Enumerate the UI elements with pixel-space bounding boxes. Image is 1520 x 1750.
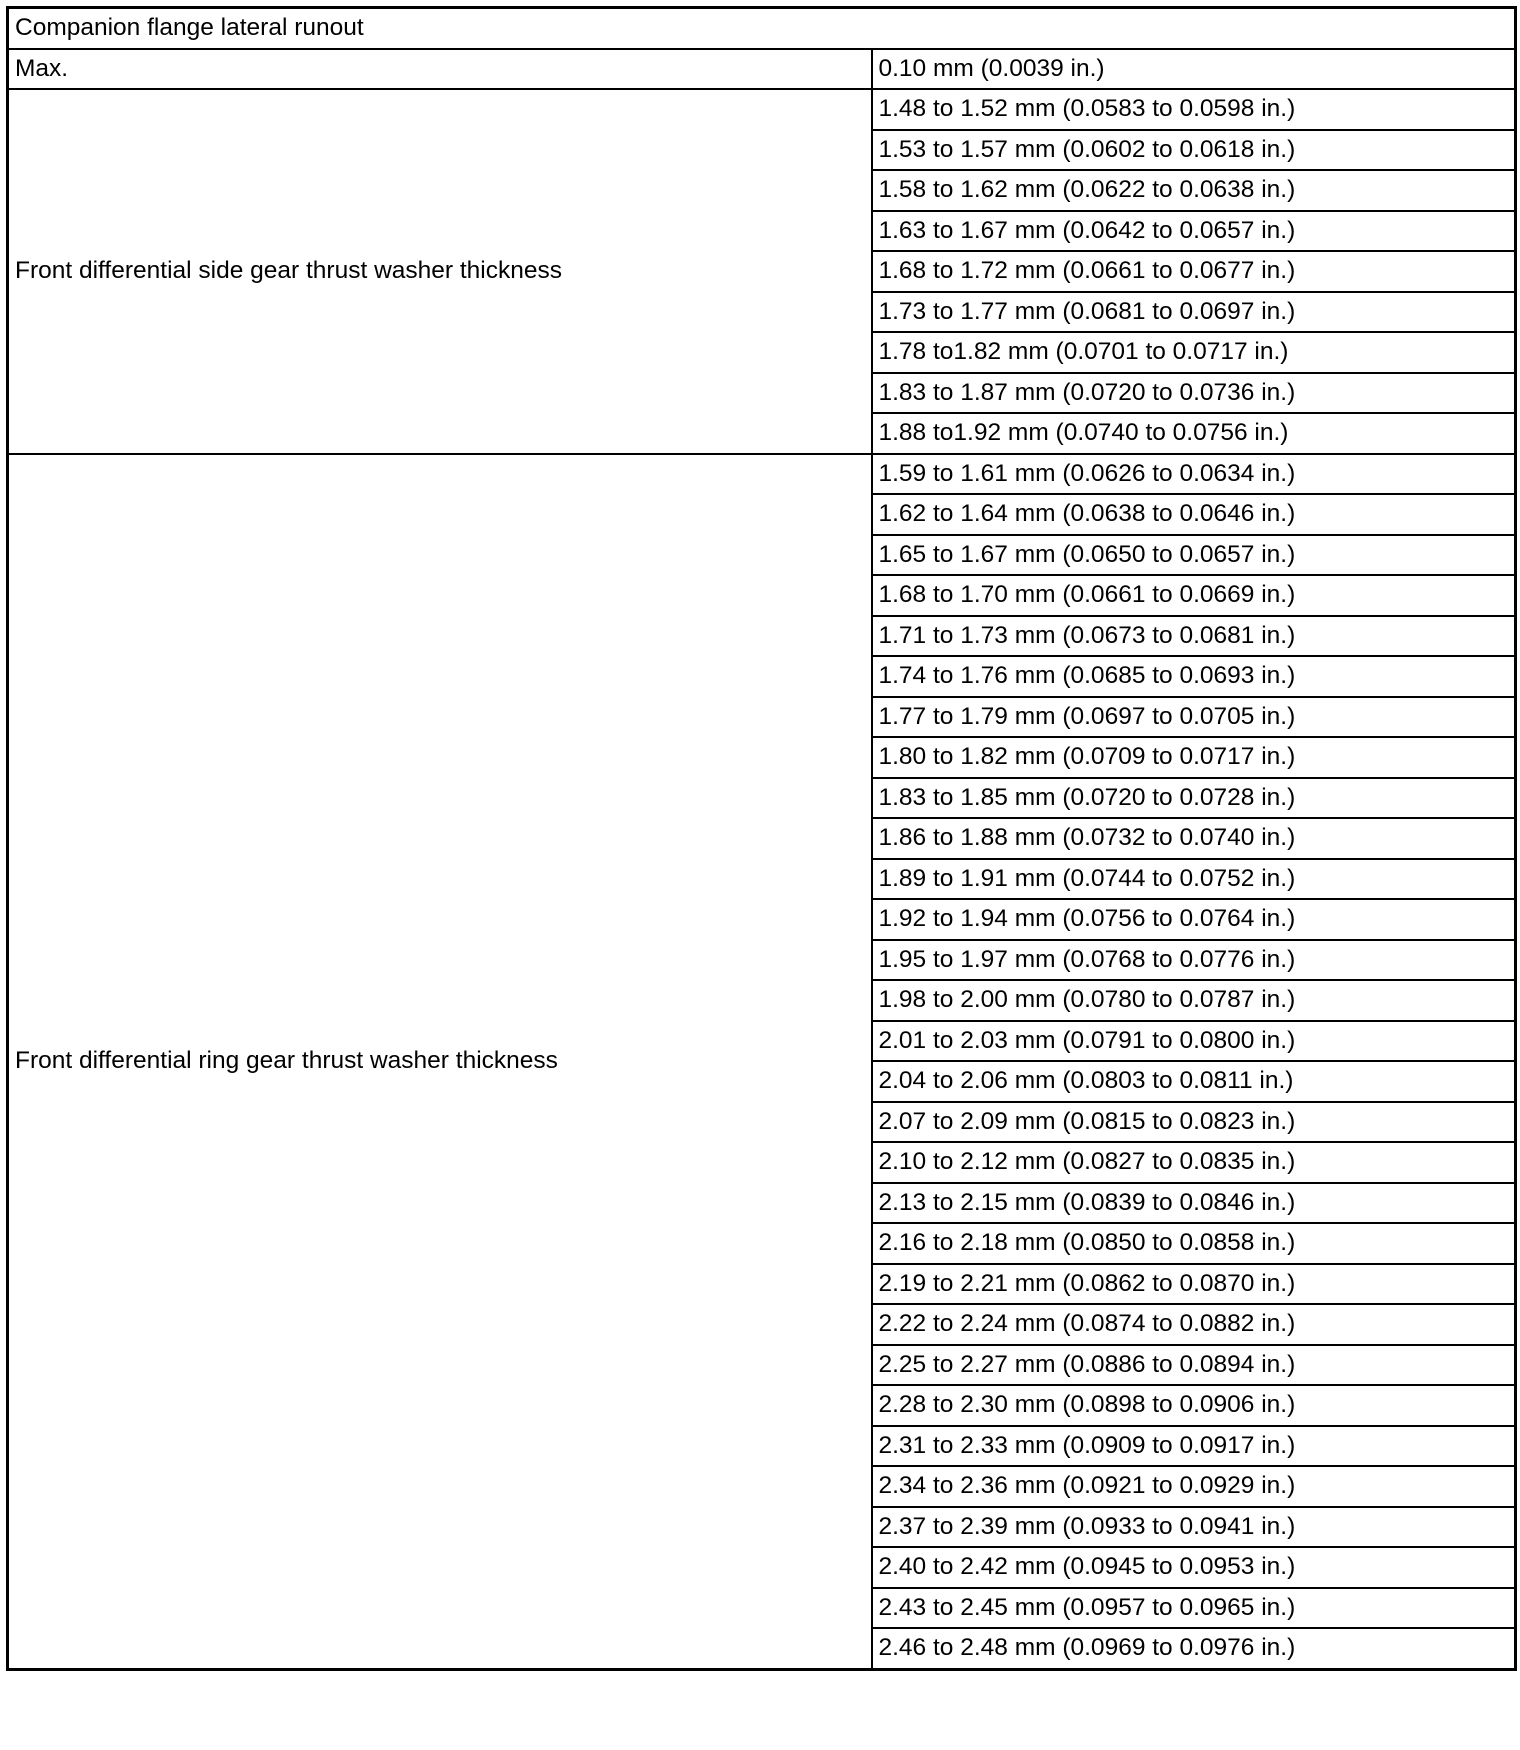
ring-gear-washer-value: 1.92 to 1.94 mm (0.0756 to 0.0764 in.) — [872, 899, 1516, 940]
side-gear-washer-value: 1.73 to 1.77 mm (0.0681 to 0.0697 in.) — [872, 292, 1516, 333]
ring-gear-washer-value: 1.83 to 1.85 mm (0.0720 to 0.0728 in.) — [872, 778, 1516, 819]
ring-gear-washer-value: 2.25 to 2.27 mm (0.0886 to 0.0894 in.) — [872, 1345, 1516, 1386]
ring-gear-washer-value: 2.34 to 2.36 mm (0.0921 to 0.0929 in.) — [872, 1466, 1516, 1507]
side-gear-washer-value: 1.53 to 1.57 mm (0.0602 to 0.0618 in.) — [872, 130, 1516, 171]
ring-gear-washer-value: 1.59 to 1.61 mm (0.0626 to 0.0634 in.) — [872, 454, 1516, 495]
spec-table-body — [8, 8, 1516, 1670]
ring-gear-washer-value: 1.74 to 1.76 mm (0.0685 to 0.0693 in.) — [872, 656, 1516, 697]
ring-gear-washer-value: 1.62 to 1.64 mm (0.0638 to 0.0646 in.) — [872, 494, 1516, 535]
side-gear-washer-value: 1.48 to 1.52 mm (0.0583 to 0.0598 in.) — [872, 89, 1516, 130]
table-title: Companion flange lateral runout — [8, 8, 1516, 49]
ring-gear-washer-value: 1.77 to 1.79 mm (0.0697 to 0.0705 in.) — [872, 697, 1516, 738]
runout-row — [8, 49, 1516, 90]
ring-gear-washer-value: 2.37 to 2.39 mm (0.0933 to 0.0941 in.) — [872, 1507, 1516, 1548]
ring-gear-washer-value: 1.80 to 1.82 mm (0.0709 to 0.0717 in.) — [872, 737, 1516, 778]
runout-value: 0.10 mm (0.0039 in.) — [872, 49, 1516, 90]
side-gear-washer-value: 1.83 to 1.87 mm (0.0720 to 0.0736 in.) — [872, 373, 1516, 414]
side-gear-washer-row — [8, 89, 1516, 130]
ring-gear-washer-value: 2.01 to 2.03 mm (0.0791 to 0.0800 in.) — [872, 1021, 1516, 1062]
ring-gear-washer-value: 1.86 to 1.88 mm (0.0732 to 0.0740 in.) — [872, 818, 1516, 859]
ring-gear-washer-value: 1.65 to 1.67 mm (0.0650 to 0.0657 in.) — [872, 535, 1516, 576]
side-gear-washer-value: 1.78 to1.82 mm (0.0701 to 0.0717 in.) — [872, 332, 1516, 373]
ring-gear-washer-label: Front differential ring gear thrust washer thickness — [8, 454, 872, 1670]
ring-gear-washer-value: 2.07 to 2.09 mm (0.0815 to 0.0823 in.) — [872, 1102, 1516, 1143]
ring-gear-washer-value: 2.13 to 2.15 mm (0.0839 to 0.0846 in.) — [872, 1183, 1516, 1224]
ring-gear-washer-value: 2.46 to 2.48 mm (0.0969 to 0.0976 in.) — [872, 1628, 1516, 1669]
ring-gear-washer-value: 1.71 to 1.73 mm (0.0673 to 0.0681 in.) — [872, 616, 1516, 657]
side-gear-washer-value: 1.88 to1.92 mm (0.0740 to 0.0756 in.) — [872, 413, 1516, 454]
ring-gear-washer-value: 2.40 to 2.42 mm (0.0945 to 0.0953 in.) — [872, 1547, 1516, 1588]
ring-gear-washer-value: 2.19 to 2.21 mm (0.0862 to 0.0870 in.) — [872, 1264, 1516, 1305]
side-gear-washer-value: 1.63 to 1.67 mm (0.0642 to 0.0657 in.) — [872, 211, 1516, 252]
spec-table — [6, 6, 1517, 1671]
ring-gear-washer-value: 2.43 to 2.45 mm (0.0957 to 0.0965 in.) — [872, 1588, 1516, 1629]
side-gear-washer-value: 1.68 to 1.72 mm (0.0661 to 0.0677 in.) — [872, 251, 1516, 292]
ring-gear-washer-row — [8, 454, 1516, 495]
table-title-row — [8, 8, 1516, 49]
ring-gear-washer-value: 2.31 to 2.33 mm (0.0909 to 0.0917 in.) — [872, 1426, 1516, 1467]
ring-gear-washer-value: 1.68 to 1.70 mm (0.0661 to 0.0669 in.) — [872, 575, 1516, 616]
side-gear-washer-label: Front differential side gear thrust washer thickness — [8, 89, 872, 454]
ring-gear-washer-value: 1.98 to 2.00 mm (0.0780 to 0.0787 in.) — [872, 980, 1516, 1021]
ring-gear-washer-value: 2.22 to 2.24 mm (0.0874 to 0.0882 in.) — [872, 1304, 1516, 1345]
ring-gear-washer-value: 1.95 to 1.97 mm (0.0768 to 0.0776 in.) — [872, 940, 1516, 981]
spec-sheet — [6, 6, 1514, 1671]
ring-gear-washer-value: 2.04 to 2.06 mm (0.0803 to 0.0811 in.) — [872, 1061, 1516, 1102]
runout-label: Max. — [8, 49, 872, 90]
ring-gear-washer-value: 2.28 to 2.30 mm (0.0898 to 0.0906 in.) — [872, 1385, 1516, 1426]
ring-gear-washer-value: 1.89 to 1.91 mm (0.0744 to 0.0752 in.) — [872, 859, 1516, 900]
side-gear-washer-value: 1.58 to 1.62 mm (0.0622 to 0.0638 in.) — [872, 170, 1516, 211]
ring-gear-washer-value: 2.16 to 2.18 mm (0.0850 to 0.0858 in.) — [872, 1223, 1516, 1264]
ring-gear-washer-value: 2.10 to 2.12 mm (0.0827 to 0.0835 in.) — [872, 1142, 1516, 1183]
